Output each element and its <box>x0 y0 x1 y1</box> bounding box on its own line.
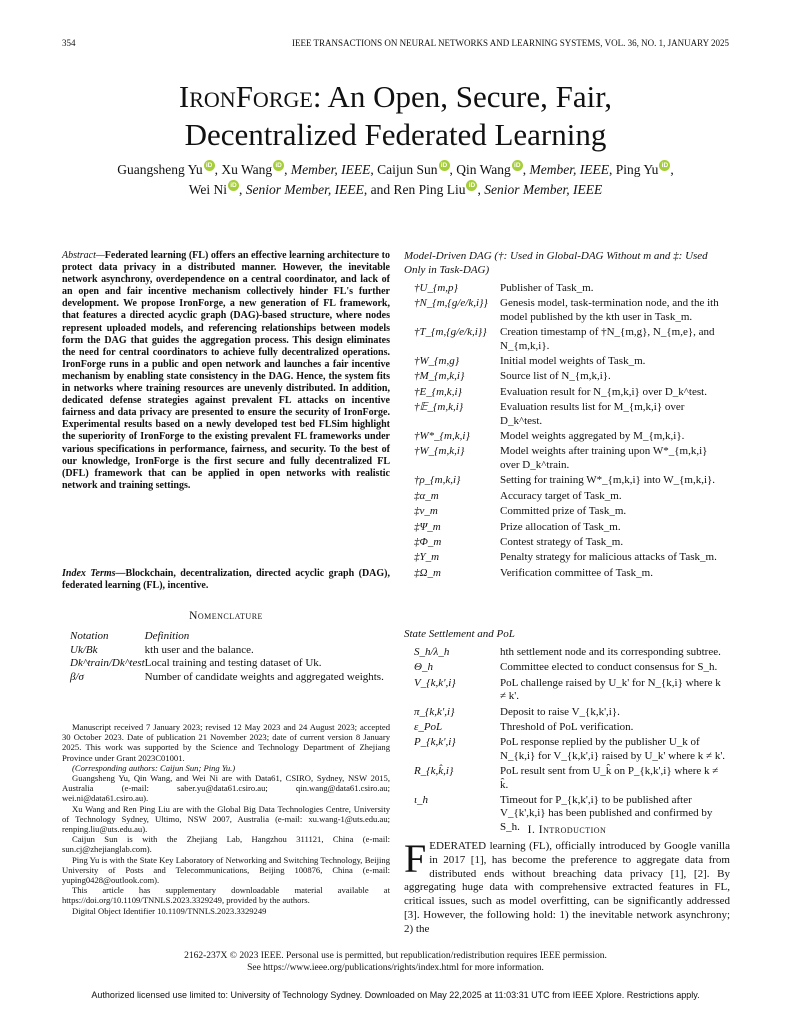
author-name: Caijun Sun <box>377 162 438 177</box>
definition-cell: Creation timestamp of †N_{m,g}, N_{m,e}, and N_{m,k,i}. <box>500 326 715 352</box>
table-row <box>406 677 728 704</box>
nom-definition: Local training and testing dataset of Uk. <box>144 657 322 669</box>
index-terms-label: Index Terms <box>62 568 116 579</box>
symbol-cell: ‡Φ_m <box>414 535 442 548</box>
author-role: Senior Member, IEEE <box>484 182 603 197</box>
symbol-cell: †E_{m,k,i} <box>414 385 462 398</box>
intro-text: learning (FL), officially introduced by Google vanilla in 2017 [1], has become the preference to aggregate data from distributed ends without breaching data privacy [1], [2]. By aggregating huge data with comprehensive extracted features in FL, critical issues, such as model overfitting, can be significantly addressed [3]. However, the following hold: 1) the inevitable network asynchrony; 2) the <box>404 840 730 935</box>
table-row <box>406 445 728 472</box>
author-name: Wei Ni <box>188 182 227 197</box>
symbol-cell: R_{k,k̂,i} <box>414 765 454 778</box>
footnote: This article has supplementary downloadable material available at https://doi.org/10.1109/TNNLS.2023.3329249, provided by the authors. <box>62 885 390 906</box>
symbol-cell: P_{k,k',i} <box>414 736 456 749</box>
symbol-cell: ‡α_m <box>414 489 439 502</box>
definition-cell: Publisher of Task_m. <box>500 282 594 294</box>
table-row <box>406 706 728 719</box>
table-row <box>406 551 728 564</box>
definition-cell: Prize allocation of Task_m. <box>500 520 621 533</box>
nomenclature-table <box>70 630 390 684</box>
definition-cell: PoL result sent from U_k̂ on P_{k,k',i} where k ≠ k̂. <box>500 765 719 791</box>
table-row <box>406 736 728 763</box>
orcid-icon[interactable]: iD <box>204 160 215 171</box>
definition-cell: Evaluation results list for M_{m,k,i} over D_k^test. <box>500 401 685 427</box>
orcid-icon[interactable]: iD <box>512 160 523 171</box>
index-terms-text: Blockchain, decentralization, directed acyclic graph (DAG), federated learning (FL), incentive. <box>62 568 390 592</box>
definition-cell: Model weights aggregated by M_{m,k,i}. <box>500 430 685 443</box>
definition-cell: Verification committee of Task_m. <box>500 566 653 579</box>
table-row <box>406 297 728 324</box>
state-settlement-title: State Settlement and PoL <box>404 628 515 640</box>
abstract: Abstract—Federated learning (FL) offers an effective learning architecture to protect data privacy in a distributed manner. However, the inevitable network asynchrony, overdependence on a central coordinator, and lack of an open and fair incentive mechanism collectively hinder FL's further development. We propose IronForge, a new generation of FL framework, that features a directed acyclic graph (DAG)-based structure, where nodes represent uploaded models, and referencing relationships between models form the DAG that guides the aggregation process. This design eliminates the need for central coordinators to achieve fully decentralized operations. IronForge runs in a public and open network and launches a fair incentive mechanism by enabling state consistency in the DAG. Hence, the system fits in networks where training resources are unevenly distributed. In addition, dedicated defense strategies against prevalent FL attacks on incentive fairness and data privacy are presented to ensure the security of IronForge. Experimental results based on a newly developed test bed FLSim highlight the superiority of IronForge to the existing prevalent FL frameworks under various specifications in performance, fairness, and security. To the best of our knowledge, IronForge is the first secure and fully decentralized FL (DFL) framework that can be applied in open networks with realistic network and training settings. <box>62 250 390 491</box>
footnotes <box>62 722 390 916</box>
author-name: Ping Yu <box>615 162 659 177</box>
definition-cell: Deposit to raise V_{k,k',i}. <box>500 705 620 718</box>
table-row <box>406 430 728 443</box>
copyright-line: 2162-237X © 2023 IEEE. Personal use is permitted, but republication/redistribution requires IEEE permission. <box>184 951 607 961</box>
table-row <box>406 505 728 518</box>
orcid-icon[interactable]: iD <box>659 160 670 171</box>
title-line2: Decentralized Federated Learning <box>184 117 607 152</box>
symbol-cell: ι_h <box>414 794 429 807</box>
nomenclature-col-definition: Definition <box>144 630 190 642</box>
table-row <box>70 671 384 685</box>
definition-cell: PoL challenge raised by U_k' for N_{k,i} where k ≠ k'. <box>500 676 721 703</box>
nom-notation: Dk^train/Dk^test <box>70 657 145 669</box>
copyright-notice <box>0 950 791 974</box>
intro-first-word: EDERATED <box>429 840 487 852</box>
table-row <box>406 282 728 295</box>
symbol-cell: †M_{m,k,i} <box>414 370 465 383</box>
table-row <box>406 355 728 368</box>
symbol-cell: ‡Ω_m <box>414 566 441 579</box>
footnote: Ping Yu is with the State Key Laboratory of Networking and Switching Technology, Beijing University of Posts and Telecommunications, Beijing 100876, China (e-mail: yuping0428@outlook.com). <box>62 854 390 886</box>
table-row <box>406 567 728 580</box>
rights-line: See https://www.ieee.org/publications/rights/index.html for more information. <box>247 963 544 973</box>
table-row <box>70 657 384 671</box>
definition-cell: Timeout for P_{k,k',i} to be published after V_{k',k,i} has been published and confirmed by S_h. <box>500 794 713 833</box>
dag-notation-table <box>404 280 730 582</box>
orcid-icon[interactable]: iD <box>466 180 477 191</box>
orcid-icon[interactable]: iD <box>228 180 239 191</box>
author-name: Qin Wang <box>456 162 511 177</box>
symbol-cell: ε_PoL <box>414 721 443 734</box>
orcid-icon[interactable]: iD <box>273 160 284 171</box>
definition-cell: Initial model weights of Task_m. <box>500 355 646 368</box>
definition-cell: Genesis model, task-termination node, and the ith model published by the kth user in Task_m. <box>500 297 719 323</box>
table-row <box>406 490 728 503</box>
symbol-cell: †N_{m,{g/e/k,i}} <box>414 297 488 310</box>
table-row <box>406 386 728 399</box>
journal-header: IEEE TRANSACTIONS ON NEURAL NETWORKS AND LEARNING SYSTEMS, VOL. 36, NO. 1, JANUARY 2025 <box>291 38 729 48</box>
author-role: Senior Member, IEEE <box>245 182 364 197</box>
footnote: Caijun Sun is with the Zhejiang Lab, Hangzhou 311121, China (e-mail: sun.cj@zhejianglab.com). <box>62 834 390 855</box>
table-row <box>406 721 728 734</box>
nomenclature-col-notation: Notation <box>70 630 109 642</box>
abstract-label: Abstract <box>62 250 96 261</box>
title-rest-line1: : An Open, Secure, Fair, <box>312 79 613 114</box>
table-row <box>406 536 728 549</box>
state-notation-table <box>404 644 730 836</box>
table-row <box>406 326 728 353</box>
footnote: Digital Object Identifier 10.1109/TNNLS.2023.3329249 <box>72 905 267 916</box>
symbol-cell: †W*_{m,k,i} <box>414 430 470 443</box>
definition-cell: Evaluation result for N_{m,k,i} over D_k^test. <box>500 385 707 398</box>
definition-cell: Accuracy target of Task_m. <box>500 489 622 502</box>
symbol-cell: ‡Υ_m <box>414 551 440 564</box>
table-row <box>406 370 728 383</box>
symbol-cell: †W_{m,k,i} <box>414 445 465 458</box>
symbol-cell: S_h/λ_h <box>414 646 450 658</box>
author-role: Member, IEEE <box>529 162 610 177</box>
symbol-cell: Θ_h <box>414 661 433 674</box>
author-list: Guangsheng Yu iD , Xu Wang iD , Member, IEEE, Caijun Sun iD , Qin Wang iD , Member, IEEE, Ping Yu iD , Wei Ni iD , Senior Member, IEEE, and Ren Ping Liu iD , Senior Member, IEEE <box>117 162 674 197</box>
symbol-cell: ‡ν_m <box>414 505 438 518</box>
section-heading: I. Introduction <box>527 824 607 836</box>
definition-cell: Setting for training W*_{m,k,i} into W_{m,k,i}. <box>500 474 716 487</box>
abstract-text: Federated learning (FL) offers an effective learning architecture to protect data privacy in a distributed manner. However, the inevitable network asynchrony, overdependence on a central coordinator, and lack of an open and fair incentive mechanism collectively hinder FL's further development. We propose IronForge, a new generation of FL framework, that features a directed acyclic graph (DAG)-based structure, where nodes represent uploaded models, and referencing relationships between models form the DAG that guides the aggregation process. This design eliminates the need for central coordinators to achieve fully decentralized operations. IronForge runs in a public and open network and launches a fair incentive mechanism by enabling state consistency in the DAG. Hence, the system fits in networks where training resources are unevenly distributed. In addition, dedicated defense strategies against prevalent FL attacks on incentive fairness and data privacy are presented to ensure the security of IronForge. Experimental results based on a newly developed test bed FLSim highlight the superiority of IronForge to the existing prevalent FL frameworks under various specifications in performance, fairness, and security. To the best of our knowledge, IronForge is the first secure and fully decentralized FL (DFL) framework that can be applied in open networks with realistic network and training settings. <box>62 250 390 491</box>
table-row <box>406 646 728 659</box>
index-terms: Index Terms—Blockchain, decentralization, directed acyclic graph (DAG), federated learning (FL), incentive. <box>62 568 390 592</box>
definition-cell: Threshold of PoL verification. <box>500 721 634 734</box>
definition-cell: Committee elected to conduct consensus for S_h. <box>500 661 718 674</box>
definition-cell: Source list of N_{m,k,i}. <box>500 370 611 383</box>
dag-notation-title: Model-Driven DAG (†: Used in Global-DAG Without m and ‡: Used Only in Task-DAG) <box>404 250 708 276</box>
intro-paragraph <box>404 836 730 937</box>
footnote: (Corresponding authors: Caijun Sun; Ping Yu.) <box>72 762 236 773</box>
nom-definition: Number of candidate weights and aggregated weights. <box>144 670 384 683</box>
title-name: IronForge <box>178 79 313 114</box>
nom-definition: kth user and the balance. <box>144 643 254 656</box>
symbol-cell: π_{k,k',i} <box>414 705 455 718</box>
table-row <box>406 401 728 428</box>
nom-notation: Uk/Bk <box>70 643 98 656</box>
page-number: 354 <box>62 38 76 48</box>
nom-notation: β/σ <box>70 670 84 683</box>
symbol-cell: V_{k,k',i} <box>414 676 456 689</box>
definition-cell: Penalty strategy for malicious attacks of Task_m. <box>500 551 717 564</box>
table-row <box>406 521 728 534</box>
footnote: Guangsheng Yu, Qin Wang, and Wei Ni are with Data61, CSIRO, Sydney, NSW 2015, Australia (e-mail: saber.yu@data61.csiro.au; qin.wang@data61.csiro.au; wei.ni@data61.csiro.au). <box>62 773 390 804</box>
table-row <box>406 661 728 674</box>
author-name: Xu Wang <box>221 162 273 177</box>
drop-cap: F <box>404 836 427 881</box>
author-name: and Ren Ping Liu <box>370 182 466 197</box>
definition-cell: hth settlement node and its corresponding subtree. <box>500 646 721 658</box>
symbol-cell: †U_{m,p} <box>414 282 458 294</box>
definition-cell: Committed prize of Task_m. <box>500 505 627 518</box>
footnote: Manuscript received 7 January 2023; revised 12 May 2023 and 24 August 2023; accepted 30 October 2023. Date of publication 21 November 2023; date of current version 8 January 2025. This work was supported by the Science and Technology Department of Zhejiang Province under Grant 2023C01001. <box>62 722 390 763</box>
paper-title <box>0 78 791 154</box>
author-name: Guangsheng Yu <box>117 162 203 177</box>
symbol-cell: †W_{m,g} <box>414 355 460 368</box>
symbol-cell: ‡Ψ_m <box>414 520 441 533</box>
author-role: Member, IEEE <box>290 162 371 177</box>
definition-cell: Model weights after training upon W*_{m,k,i} over D_k^train. <box>500 445 708 471</box>
symbol-cell: †T_{m,{g/e/k,i}} <box>414 326 487 339</box>
nomenclature-heading: Nomenclature <box>189 610 263 622</box>
definition-cell: Contest strategy of Task_m. <box>500 535 624 548</box>
symbol-cell: †𝔼_{m,k,i} <box>414 401 464 414</box>
definition-cell: PoL response replied by the publisher U_k of N_{k,i} for V_{k,k',i} raised by U_k' where k ≠ k'. <box>500 736 726 762</box>
table-row <box>406 474 728 487</box>
footnote: Xu Wang and Ren Ping Liu are with the Global Big Data Technologies Centre, University of Technology Sydney, Ultimo, NSW 2007, Australia (e-mail: xu.wang-1@uts.edu.au; renping.liu@uts.edu.au). <box>62 803 390 835</box>
symbol-cell: †ρ_{m,k,i} <box>414 474 461 487</box>
license-notice: Authorized licensed use limited to: University of Technology Sydney. Downloaded on May 22,2025 at 11:03:31 UTC from IEEE Xplore. Restrictions apply. <box>91 990 700 1000</box>
table-row <box>406 765 728 792</box>
orcid-icon[interactable]: iD <box>439 160 450 171</box>
table-row <box>70 644 384 658</box>
